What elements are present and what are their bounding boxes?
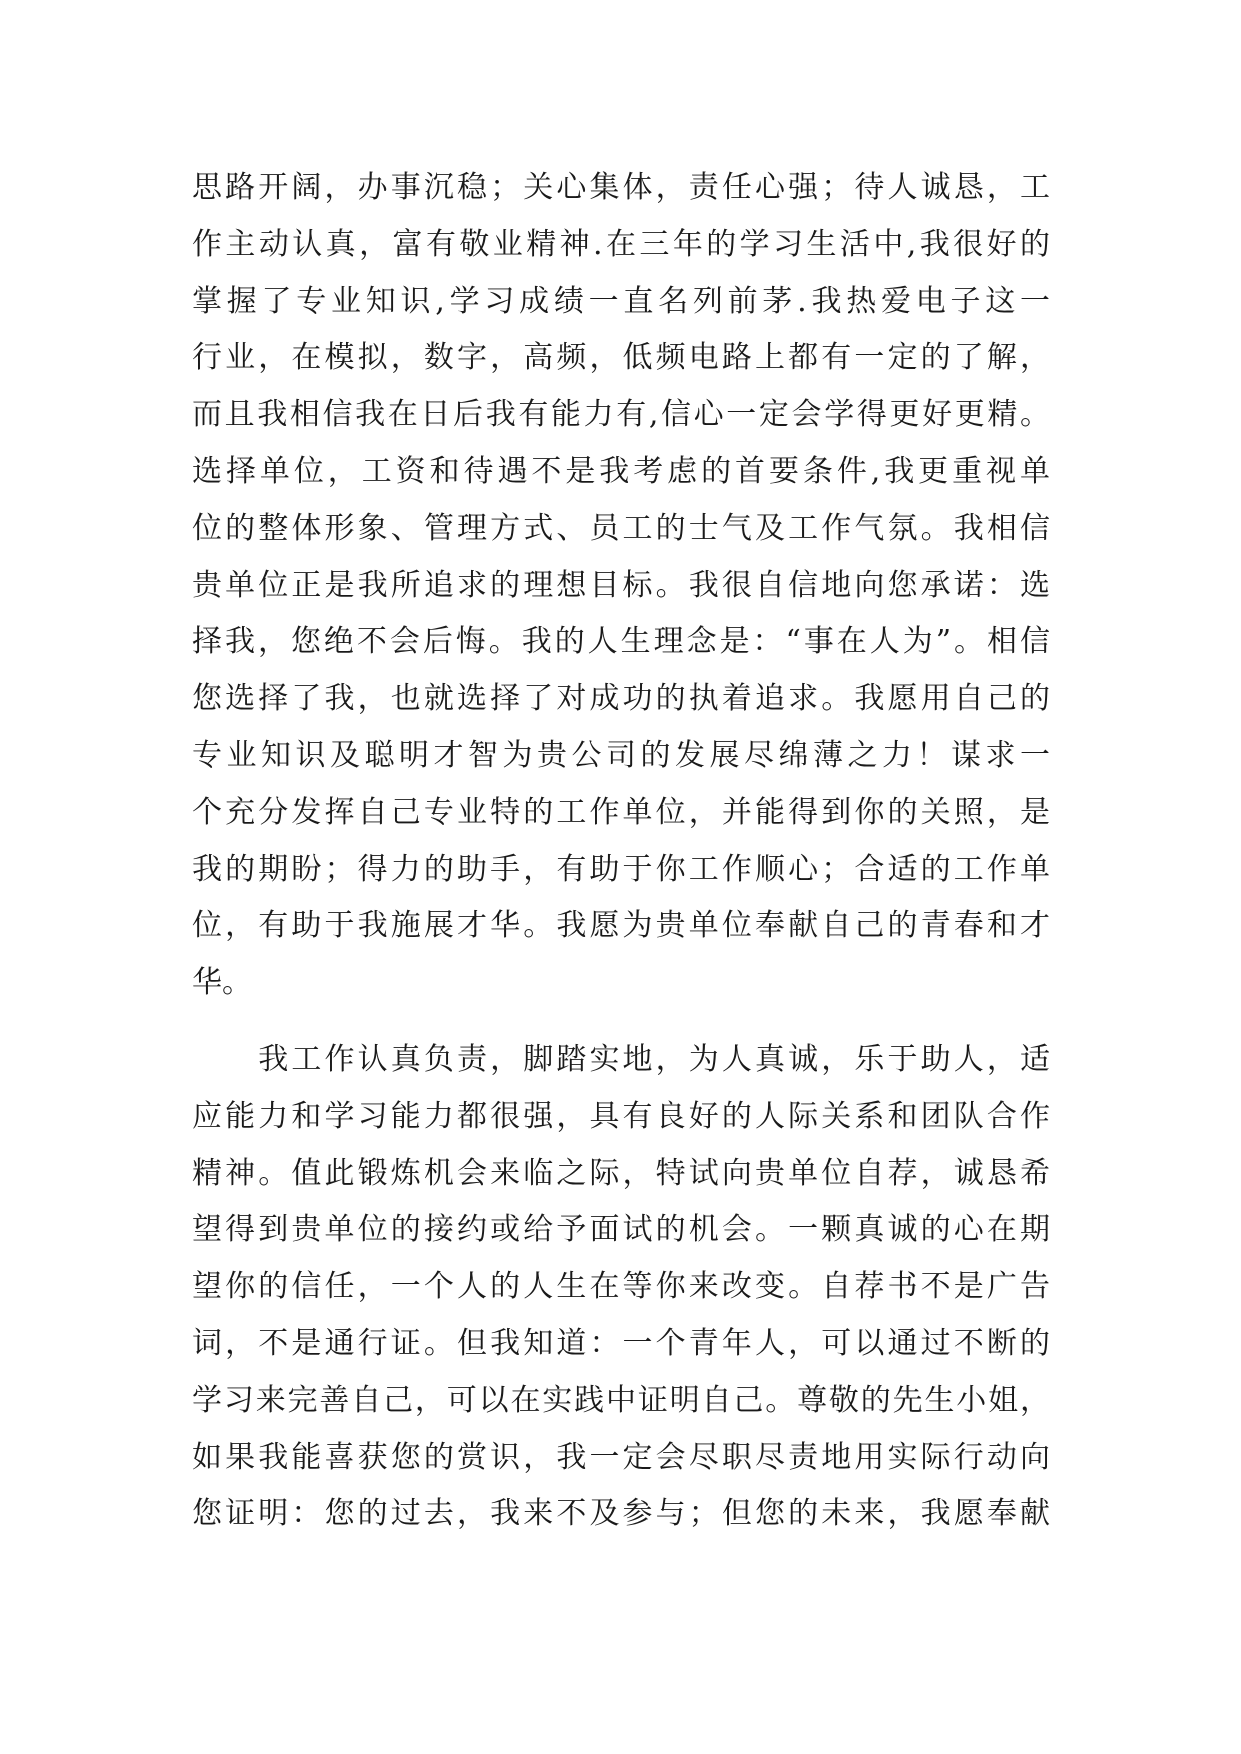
text-line: 位，有助于我施展才华。我愿为贵单位奉献自己的青春和才 (192, 908, 1050, 944)
text-line: 位的整体形象、管理方式、员工的士气及工作气氛。我相信 (192, 510, 1050, 546)
text-line: 思路开阔，办事沉稳；关心集体，责任心强；待人诚恳，工 (192, 170, 1050, 205)
text-line: 我工作认真负责，脚踏实地，为人真诚，乐于助人，适 (192, 1041, 1050, 1077)
text-line: 精神。值此锻炼机会来临之际，特试向贵单位自荐，诚恳希 (192, 1155, 1050, 1191)
text-line: 望你的信任，一个人的人生在等你来改变。自荐书不是广告 (192, 1269, 1050, 1305)
text-line: 我的期盼；得力的助手，有助于你工作顺心；合适的工作单 (192, 851, 1050, 887)
text-line: 应能力和学习能力都很强，具有良好的人际关系和团队合作 (192, 1098, 1050, 1134)
text-line: 择我，您绝不会后悔。我的人生理念是：“事在人为”。相信 (192, 624, 1050, 660)
paragraph-spacer (192, 1012, 1050, 1032)
text-line: 行业，在模拟，数字，高频，低频电路上都有一定的了解， (192, 340, 1050, 376)
text-line: 您选择了我，也就选择了对成功的执着追求。我愿用自己的 (192, 681, 1050, 717)
paragraph-2 (192, 1032, 1050, 1543)
text-line: 选择单位，工资和待遇不是我考虑的首要条件,我更重视单 (192, 453, 1050, 489)
text-line: 望得到贵单位的接约或给予面试的机会。一颗真诚的心在期 (192, 1212, 1050, 1248)
text-line: 华。 (192, 965, 252, 1001)
text-line: 个充分发挥自己专业特的工作单位，并能得到你的关照，是 (192, 794, 1050, 830)
text-line: 贵单位正是我所追求的理想目标。我很自信地向您承诺：选 (192, 567, 1050, 603)
text-line: 学习来完善自己，可以在实践中证明自己。尊敬的先生小姐， (192, 1382, 1050, 1418)
paragraph-1 (192, 160, 1050, 1012)
text-line: 而且我相信我在日后我有能力有,信心一定会学得更好更精。 (192, 397, 1050, 433)
text-line: 作主动认真，富有敬业精神.在三年的学习生活中,我很好的 (192, 226, 1050, 262)
body-text (192, 160, 1050, 1543)
text-line: 专业知识及聪明才智为贵公司的发展尽绵薄之力！谋求一 (192, 737, 1050, 773)
text-line: 掌握了专业知识,学习成绩一直名列前茅.我热爱电子这一 (192, 283, 1050, 319)
text-line: 如果我能喜获您的赏识，我一定会尽职尽责地用实际行动向 (192, 1439, 1050, 1475)
text-line: 词，不是通行证。但我知道：一个青年人，可以通过不断的 (192, 1325, 1050, 1361)
text-line: 您证明：您的过去，我来不及参与；但您的未来，我愿奉献 (192, 1496, 1050, 1532)
